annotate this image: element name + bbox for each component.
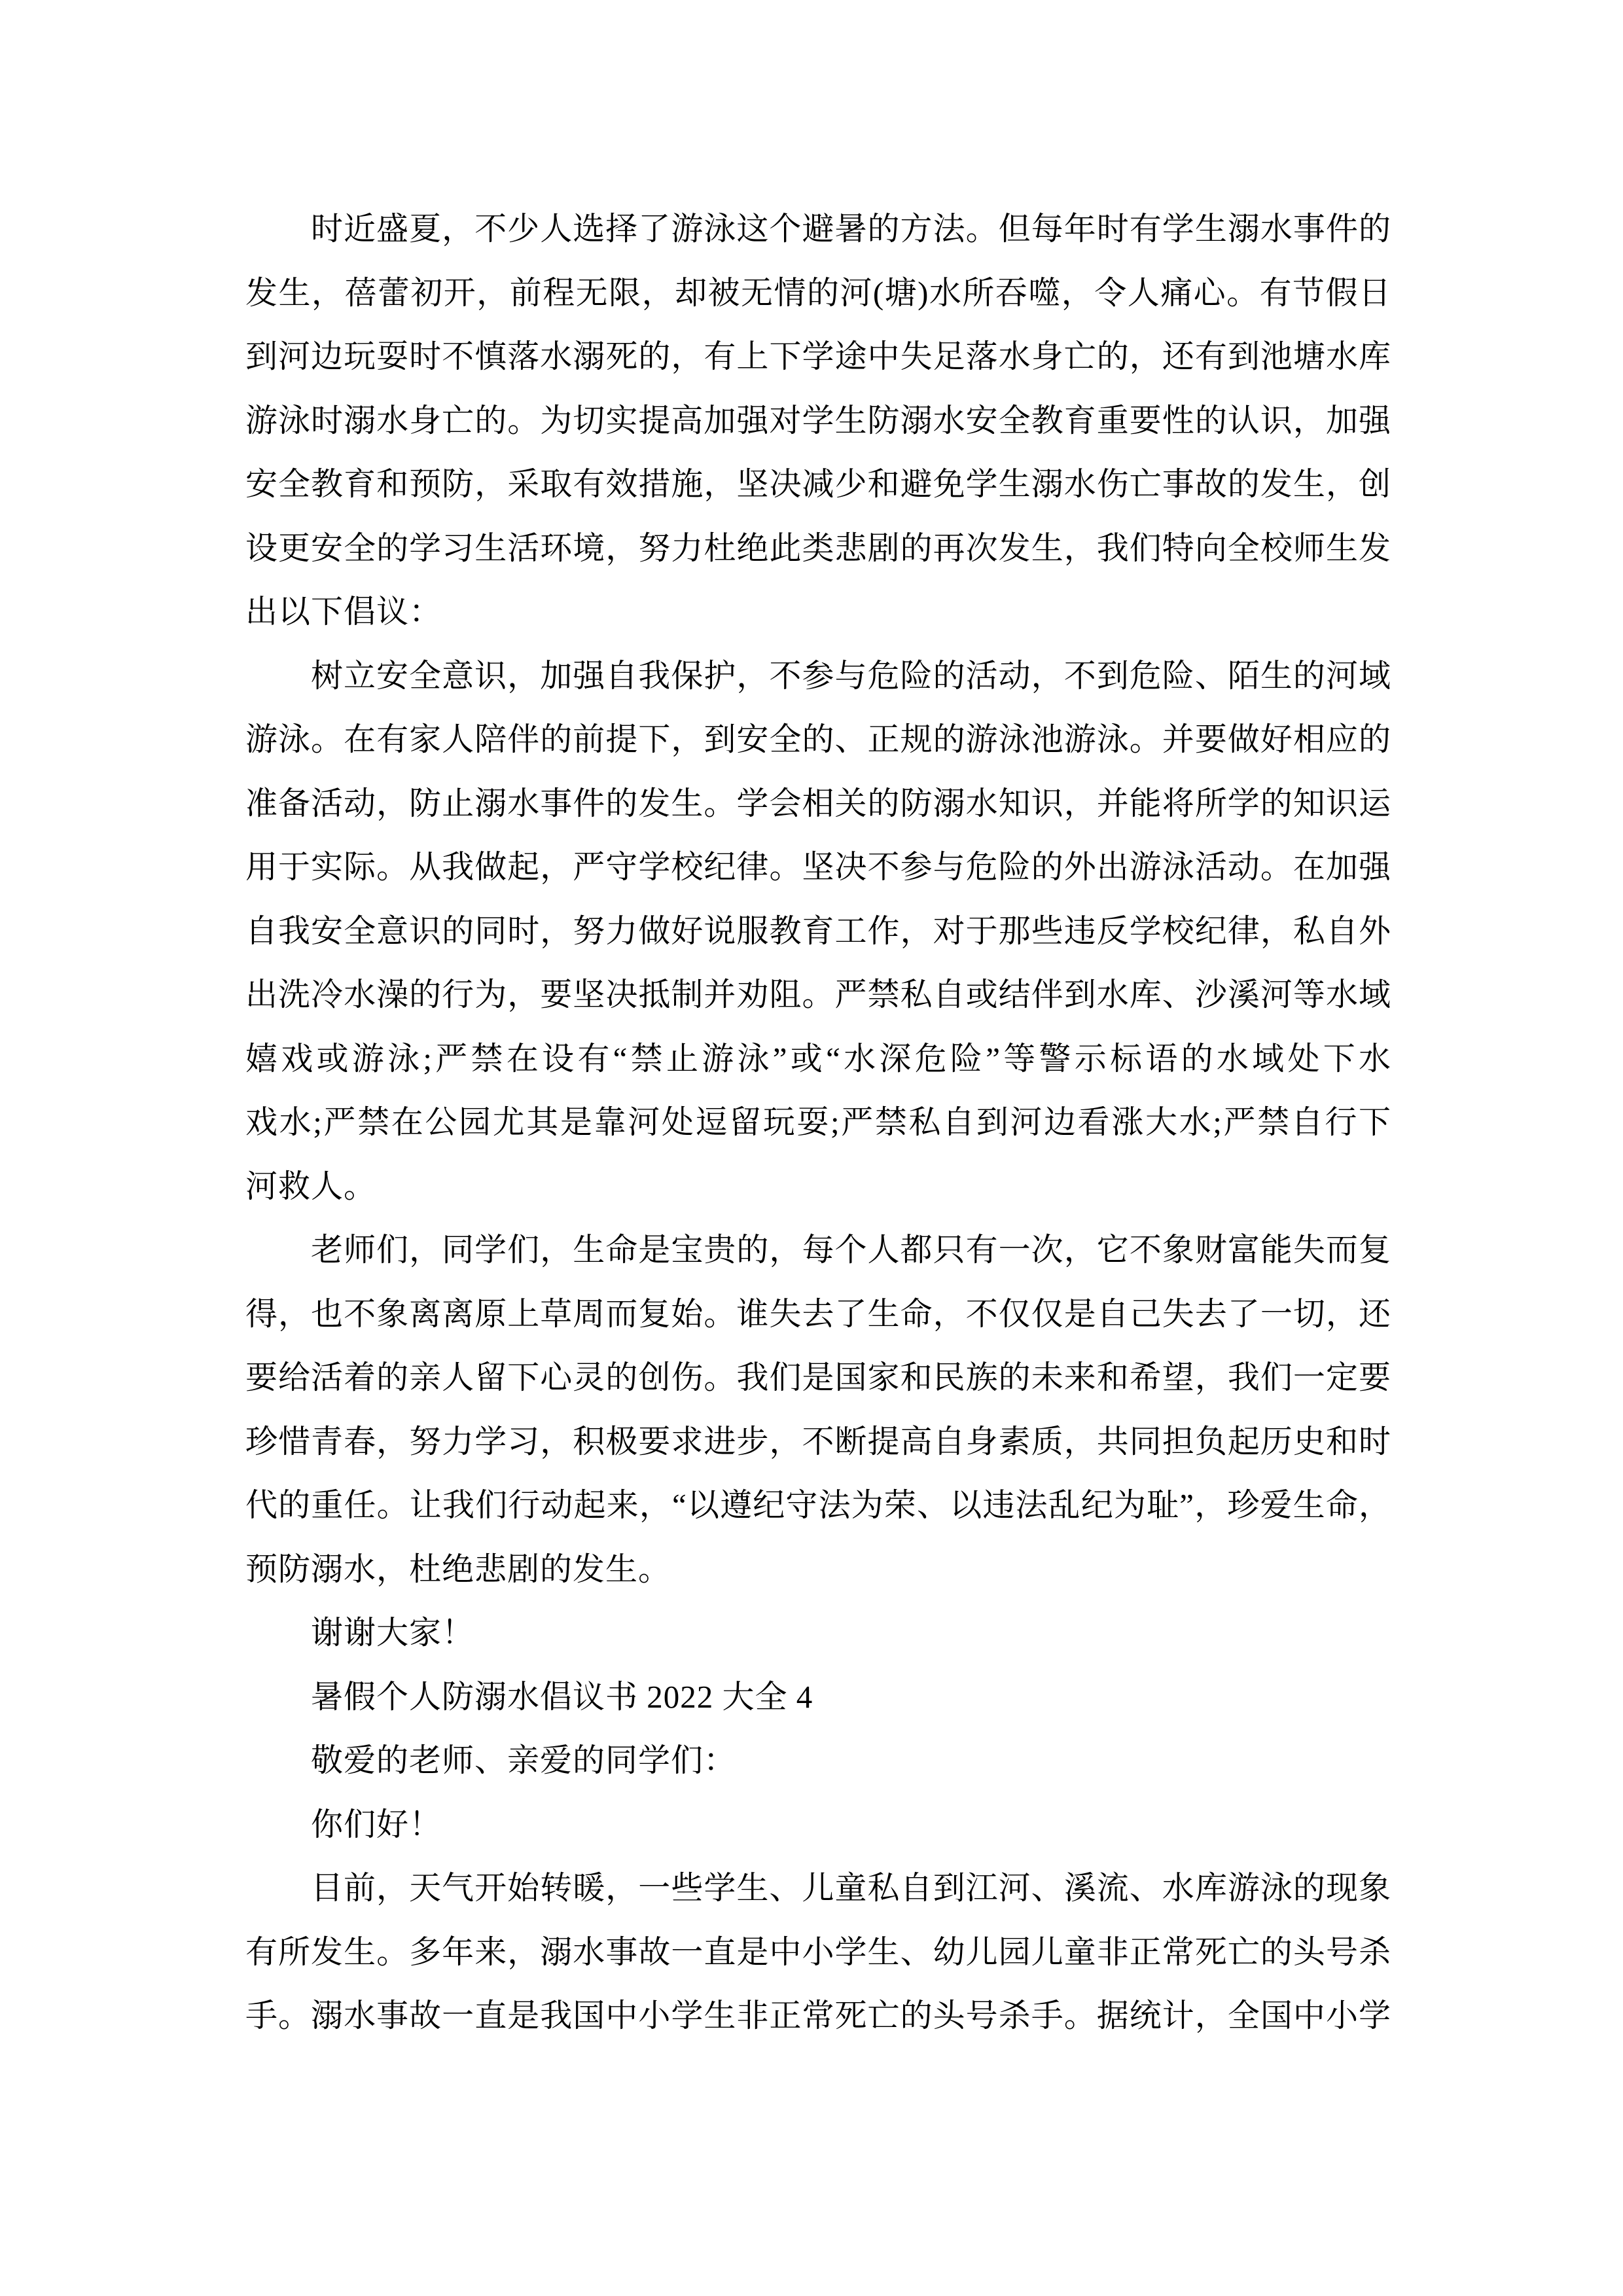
text-line: 暑假个人防溺水倡议书 2022 大全 4 bbox=[311, 1678, 813, 1715]
text-line: 游泳。在有家人陪伴的前提下，到安全的、正规的游泳池游泳。并要做好相应的 bbox=[245, 721, 1391, 757]
text-line: 准备活动，防止溺水事件的发生。学会相关的防溺水知识，并能将所学的知识运 bbox=[245, 785, 1391, 821]
text-line: 自我安全意识的同时，努力做好说服教育工作，对于那些违反学校纪律，私自外 bbox=[245, 912, 1391, 949]
text-line: 得，也不象离离原上草周而复始。谁失去了生命，不仅仅是自己失去了一切，还 bbox=[245, 1295, 1391, 1332]
text-line: 游泳时溺水身亡的。为切实提高加强对学生防溺水安全教育重要性的认识，加强 bbox=[245, 402, 1391, 439]
text-line: 代的重任。让我们行动起来，“以遵纪守法为荣、以违法乱纪为耻”，珍爱生命， bbox=[245, 1487, 1391, 1523]
text-line: 安全教育和预防，采取有效措施，坚决减少和避免学生溺水伤亡事故的发生，创 bbox=[245, 466, 1391, 502]
text-line: 发生，蓓蕾初开，前程无限，却被无情的河(塘)水所吞噬，令人痛心。有节假日 bbox=[245, 274, 1391, 311]
text-line: 要给活着的亲人留下心灵的创伤。我们是国家和民族的未来和希望，我们一定要 bbox=[245, 1359, 1391, 1395]
text-line: 目前，天气开始转暖，一些学生、儿童私自到江河、溪流、水库游泳的现象 bbox=[311, 1870, 1391, 1906]
text-line: 预防溺水，杜绝悲剧的发生。 bbox=[245, 1551, 671, 1587]
text-line: 有所发生。多年来，溺水事故一直是中小学生、幼儿园儿童非正常死亡的头号杀 bbox=[245, 1933, 1391, 1970]
text-line: 嬉戏或游泳;严禁在设有“禁止游泳”或“水深危险”等警示标语的水域处下水 bbox=[245, 1040, 1391, 1077]
text-line: 树立安全意识，加强自我保护，不参与危险的活动，不到危险、陌生的河域 bbox=[311, 657, 1391, 694]
text-line: 到河边玩耍时不慎落水溺死的，有上下学途中失足落水身亡的，还有到池塘水库 bbox=[245, 338, 1391, 374]
text-line: 出以下倡议： bbox=[245, 594, 442, 630]
text-line: 你们好！ bbox=[311, 1806, 442, 1842]
text-line: 戏水;严禁在公园尤其是靠河处逗留玩耍;严禁私自到河边看涨大水;严禁自行下 bbox=[245, 1104, 1391, 1140]
text-line: 时近盛夏，不少人选择了游泳这个避暑的方法。但每年时有学生溺水事件的 bbox=[311, 211, 1391, 247]
document-body-text bbox=[245, 197, 1391, 2048]
text-line: 用于实际。从我做起，严守学校纪律。坚决不参与危险的外出游泳活动。在加强 bbox=[245, 849, 1391, 885]
text-line: 珍惜青春，努力学习，积极要求进步，不断提高自身素质，共同担负起历史和时 bbox=[245, 1423, 1391, 1460]
text-line: 设更安全的学习生活环境，努力杜绝此类悲剧的再次发生，我们特向全校师生发 bbox=[245, 529, 1391, 566]
text-line: 老师们，同学们，生命是宝贵的，每个人都只有一次，它不象财富能失而复 bbox=[311, 1232, 1391, 1268]
text-line: 谢谢大家！ bbox=[311, 1615, 475, 1651]
text-line: 河救人。 bbox=[245, 1168, 377, 1204]
text-line: 出洗冷水澡的行为，要坚决抵制并劝阻。严禁私自或结伴到水库、沙溪河等水域 bbox=[245, 977, 1391, 1013]
text-line: 敬爱的老师、亲爱的同学们： bbox=[311, 1742, 737, 1778]
text-line: 手。溺水事故一直是我国中小学生非正常死亡的头号杀手。据统计，全国中小学 bbox=[245, 1998, 1391, 2034]
